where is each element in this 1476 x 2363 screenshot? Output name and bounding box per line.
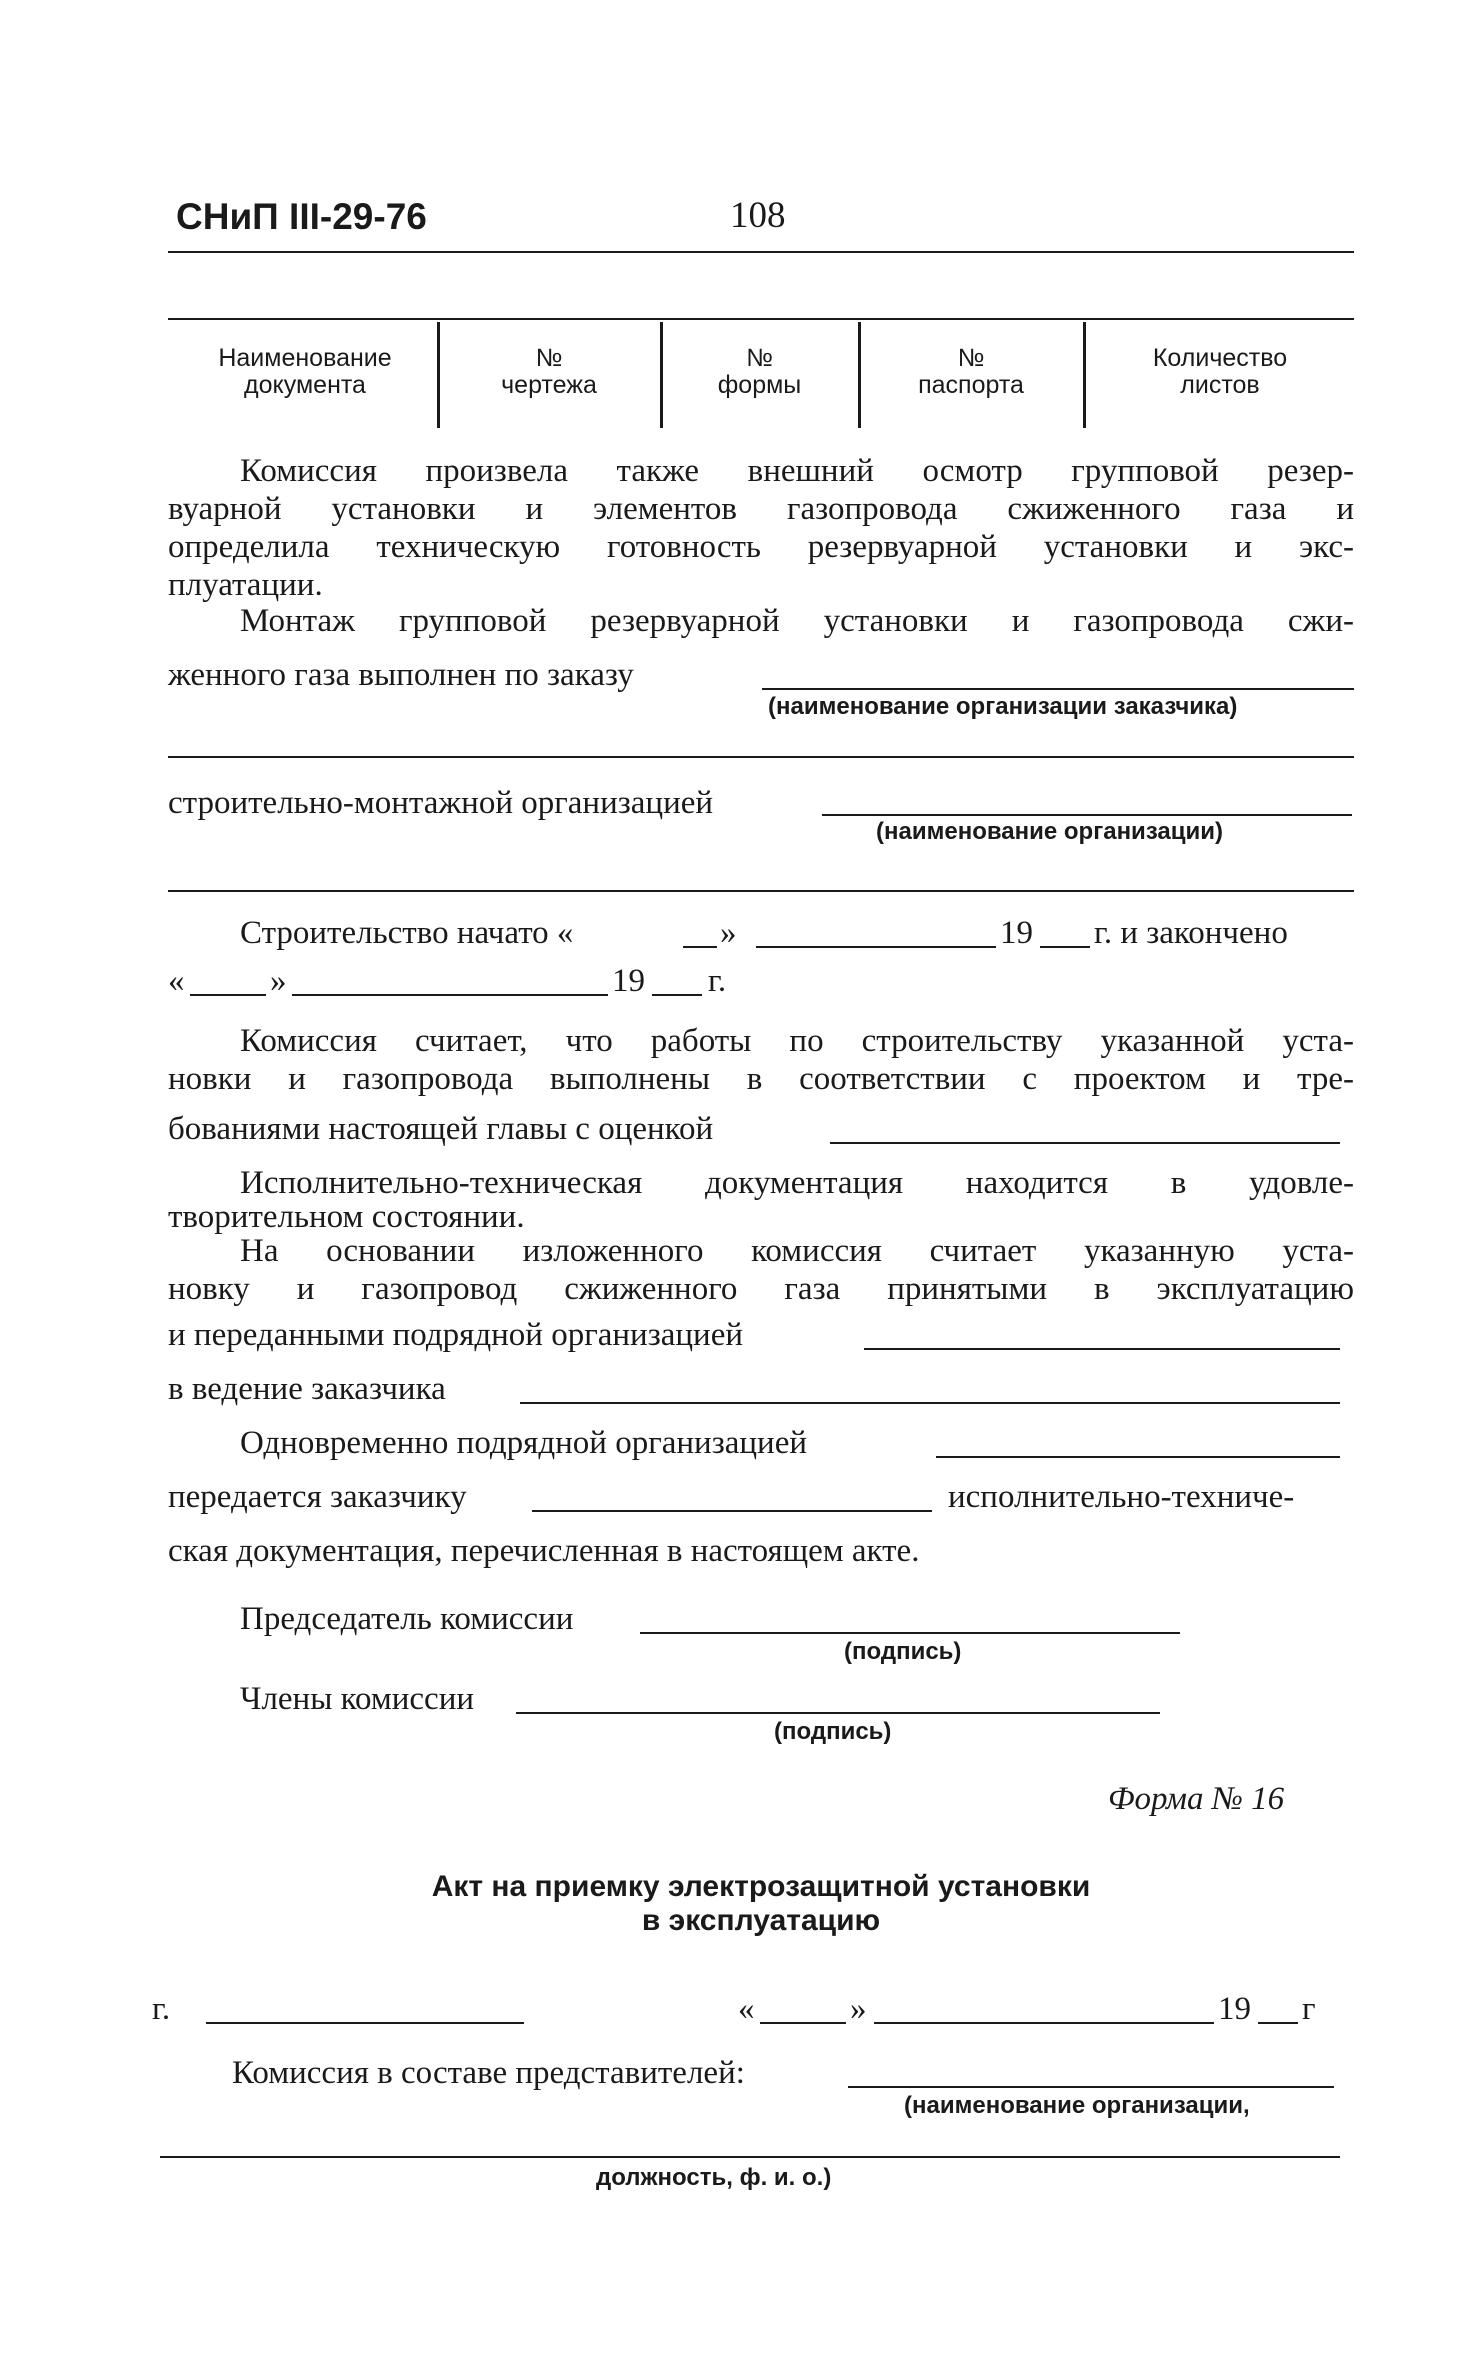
table-top-rule bbox=[168, 318, 1354, 320]
commission-composition-label: Комиссия в составе представителей: bbox=[232, 2055, 745, 2091]
paragraph-inspection: Комиссия произвела также внешний осмотр групповой резер- вуарной установки и элементов газопровода сжиженного газа и определила техническую готовность резервуарной установки и экс- bbox=[168, 453, 1354, 565]
transferred-label: и переданными подрядной организацией bbox=[168, 1317, 744, 1353]
paragraph-documentation-end: творительном состоянии. bbox=[168, 1199, 525, 1235]
act-month-field[interactable] bbox=[874, 2022, 1214, 2024]
start-day-field[interactable] bbox=[683, 946, 717, 948]
end-year-field[interactable] bbox=[652, 994, 702, 996]
caption-organization: (наименование организации) bbox=[876, 818, 1224, 845]
act-year-field[interactable] bbox=[1258, 2022, 1298, 2024]
customer-management-field[interactable] bbox=[520, 1402, 1340, 1404]
transfer-field[interactable] bbox=[532, 1510, 932, 1512]
customer-management-label: в ведение заказчика bbox=[168, 1371, 446, 1407]
caption-signature: (подпись) bbox=[774, 1718, 892, 1745]
paragraph-assessment: Комиссия считает, что работы по строительству указанной уста- новки и газопровода выполнены в соответствии с проектом и тре- bbox=[168, 1023, 1354, 1097]
caption-position-name: должность, ф. и. о.) bbox=[596, 2164, 832, 2191]
chairman-label: Председатель комиссии bbox=[240, 1601, 574, 1637]
contractor-field[interactable] bbox=[936, 1456, 1340, 1458]
paragraph-installation: Монтаж групповой резервуарной установки и газопровода сжи- bbox=[240, 603, 1354, 639]
transferred-field[interactable] bbox=[864, 1348, 1340, 1350]
construction-org-label: строительно-монтажной организацией bbox=[168, 785, 714, 821]
table-header-document-name: Наименование документа bbox=[218, 344, 392, 399]
act-day-field[interactable] bbox=[760, 2022, 846, 2024]
customer-field-continued[interactable] bbox=[168, 756, 1354, 758]
paragraph-inspection-end: плуатации. bbox=[168, 567, 323, 603]
members-label: Члены комиссии bbox=[240, 1681, 475, 1717]
table-header-drawing-no: № чертежа bbox=[501, 344, 597, 399]
documentation-label: исполнительно-техниче- bbox=[948, 1479, 1295, 1515]
form-number: Форма № 16 bbox=[1108, 1781, 1285, 1817]
end-day-field[interactable] bbox=[190, 994, 266, 996]
quote-open: « bbox=[168, 963, 185, 999]
finished-label: г. и закончено bbox=[1094, 915, 1288, 951]
document-code: СНиП III-29-76 bbox=[176, 196, 427, 237]
start-year-field[interactable] bbox=[1040, 946, 1090, 948]
quote-open: « bbox=[738, 1991, 755, 2027]
city-prefix: г. bbox=[152, 1991, 171, 2027]
documentation-listed: ская документация, перечисленная в настоящем акте. bbox=[168, 1533, 920, 1569]
act-title: Акт на приемку электрозащитной установки в эксплуатацию bbox=[431, 1870, 1091, 1937]
assessment-field[interactable] bbox=[830, 1142, 1340, 1144]
caption-organization-position: (наименование организации, bbox=[904, 2092, 1250, 2119]
customer-line-label: женного газа выполнен по заказу bbox=[168, 657, 634, 693]
caption-signature: (подпись) bbox=[844, 1638, 962, 1665]
paragraph-documentation: Исполнительно-техническая документация находится в удовле- bbox=[240, 1165, 1354, 1201]
assessment-label: бованиями настоящей главы с оценкой bbox=[168, 1111, 714, 1147]
quote-close: » bbox=[850, 1991, 867, 2027]
construction-started-label: Строительство начато « bbox=[240, 915, 574, 951]
end-year-suffix: г. bbox=[708, 963, 727, 999]
end-month-field[interactable] bbox=[292, 994, 608, 996]
chairman-signature-field[interactable] bbox=[640, 1632, 1180, 1634]
act-year-suffix: г bbox=[1302, 1991, 1316, 2027]
caption-customer: (наименование организации заказчика) bbox=[768, 693, 1238, 720]
commission-composition-field-continued[interactable] bbox=[160, 2156, 1340, 2158]
construction-org-field-continued[interactable] bbox=[168, 890, 1354, 892]
start-month-field[interactable] bbox=[756, 946, 996, 948]
start-year-prefix: 19 bbox=[1000, 915, 1033, 951]
table-header-form-no: № формы bbox=[717, 344, 802, 399]
construction-org-field[interactable] bbox=[822, 814, 1352, 816]
act-year-prefix: 19 bbox=[1218, 1991, 1251, 2027]
transfer-to-customer-label: передается заказчику bbox=[168, 1479, 467, 1515]
header-rule bbox=[168, 251, 1354, 253]
quote-close: » bbox=[720, 915, 737, 951]
contractor-label: Одновременно подрядной организацией bbox=[240, 1425, 808, 1461]
paragraph-acceptance: На основании изложенного комиссия считает указанную уста- новку и газопровод сжиженного газа принятыми в эксплуатацию bbox=[168, 1233, 1354, 1307]
members-signature-field[interactable] bbox=[516, 1712, 1160, 1714]
page-number: 108 bbox=[730, 195, 786, 236]
customer-field[interactable] bbox=[762, 688, 1354, 690]
city-field[interactable] bbox=[206, 2022, 524, 2024]
quote-close: » bbox=[270, 963, 287, 999]
table-header-passport-no: № паспорта bbox=[918, 344, 1024, 399]
commission-composition-field[interactable] bbox=[848, 2086, 1334, 2088]
table-header-sheet-count: Количество листов bbox=[1152, 344, 1288, 399]
end-year-prefix: 19 bbox=[612, 963, 645, 999]
